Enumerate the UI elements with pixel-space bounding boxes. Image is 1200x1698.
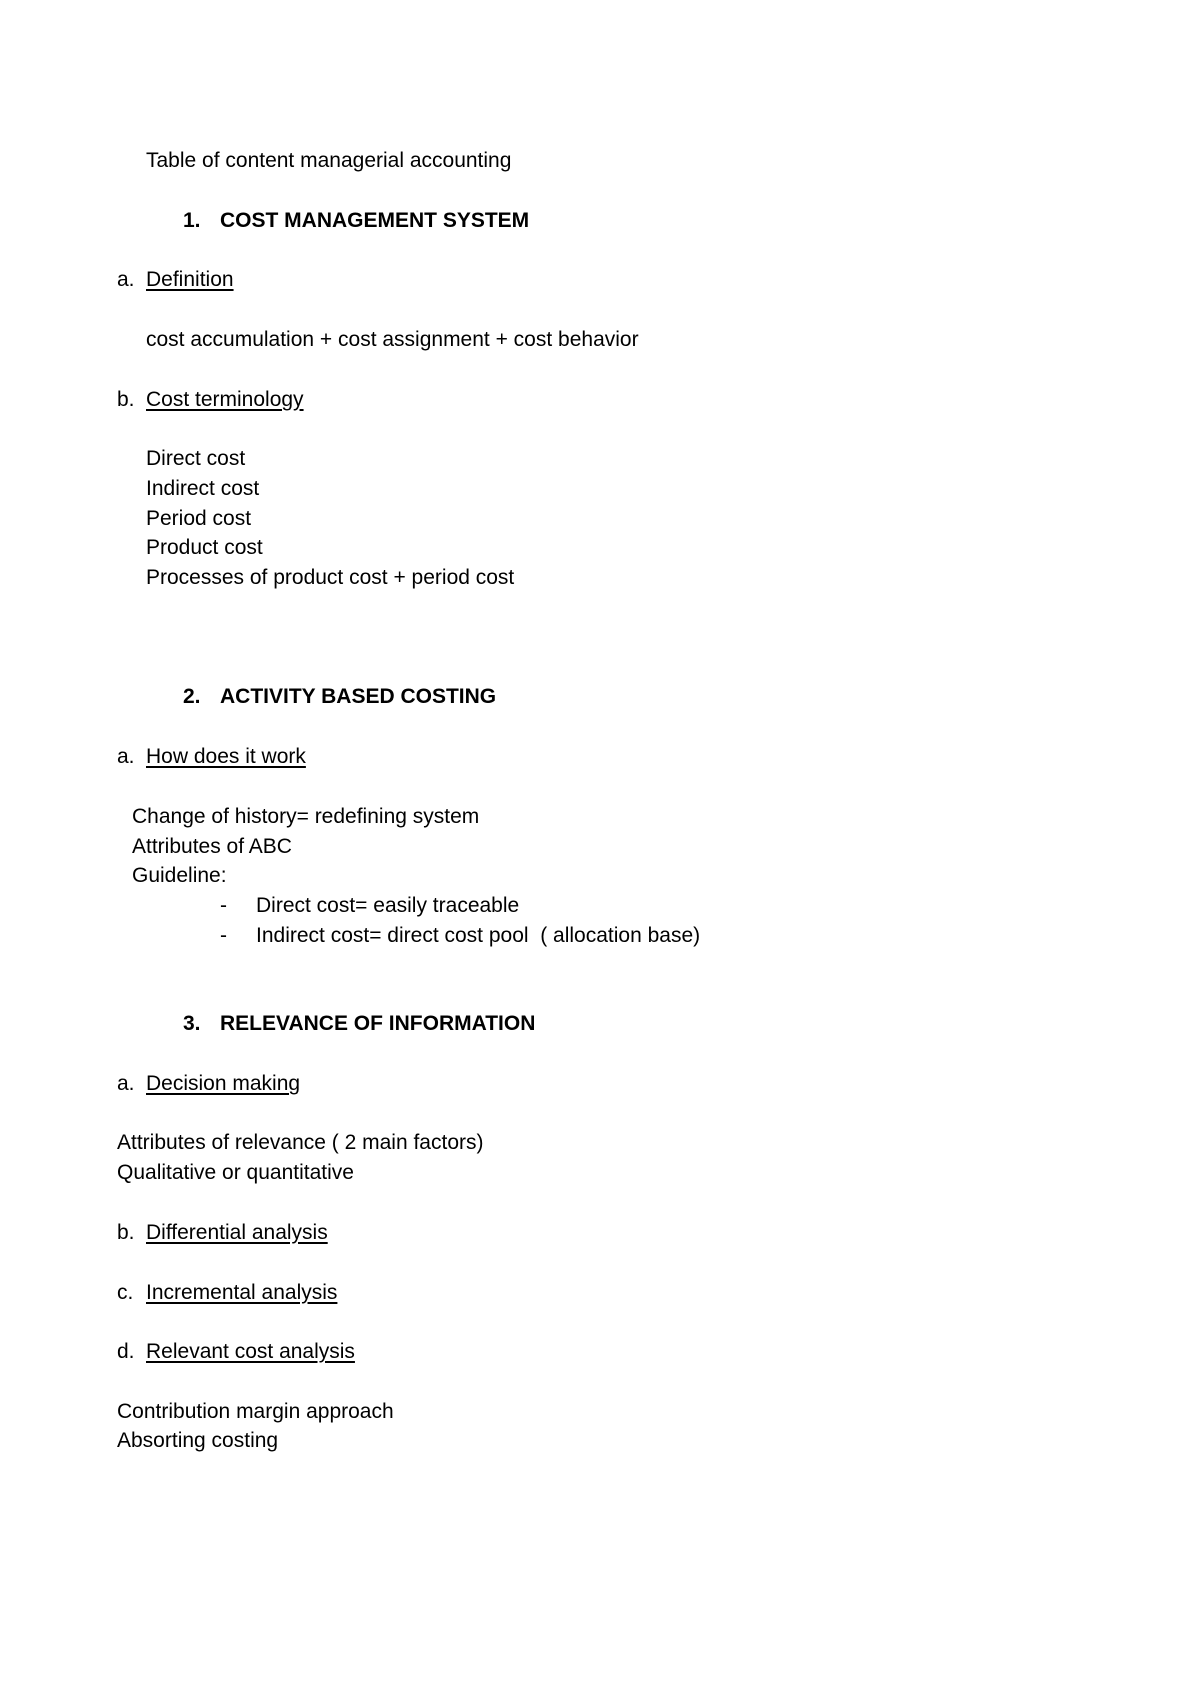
list-item: Guideline: <box>132 864 227 887</box>
subsection-3b-title: Differential analysis <box>146 1221 328 1244</box>
list-item: Qualitative or quantitative <box>117 1161 354 1184</box>
subsection-2a-marker: a. <box>117 745 135 768</box>
section-1-heading: COST MANAGEMENT SYSTEM <box>220 209 530 232</box>
list-item: Attributes of ABC <box>132 835 292 858</box>
section-1-number: 1. <box>183 209 201 232</box>
list-item: Absorting costing <box>117 1429 279 1452</box>
subsection-1a-title: Definition <box>146 268 234 291</box>
bullet-dash: - <box>220 924 227 947</box>
subsection-3a-marker: a. <box>117 1072 135 1095</box>
subsection-3a-title: Decision making <box>146 1072 301 1095</box>
subsection-2a-title: How does it work <box>146 745 306 768</box>
bullet-item: Direct cost= easily traceable <box>256 894 520 917</box>
definition-text: cost accumulation + cost assignment + cost behavior <box>146 328 639 351</box>
document-title: Table of content managerial accounting <box>146 149 512 172</box>
section-3-number: 3. <box>183 1012 201 1035</box>
subsection-1b-marker: b. <box>117 388 135 411</box>
section-3-heading: RELEVANCE OF INFORMATION <box>220 1012 536 1035</box>
list-item: Contribution margin approach <box>117 1400 394 1423</box>
section-2-heading: ACTIVITY BASED COSTING <box>220 685 497 708</box>
subsection-3c-marker: c. <box>117 1281 134 1304</box>
list-item: Indirect cost <box>146 477 260 500</box>
subsection-3b-marker: b. <box>117 1221 135 1244</box>
subsection-1b-title: Cost terminology <box>146 388 304 411</box>
list-item: Attributes of relevance ( 2 main factors) <box>117 1131 484 1154</box>
subsection-3d-title: Relevant cost analysis <box>146 1340 355 1363</box>
subsection-3d-marker: d. <box>117 1340 135 1363</box>
list-item: Change of history= redefining system <box>132 805 480 828</box>
list-item: Direct cost <box>146 447 246 470</box>
list-item: Processes of product cost + period cost <box>146 566 515 589</box>
bullet-dash: - <box>220 894 227 917</box>
bullet-item: Indirect cost= direct cost pool ( allocation base) <box>256 924 701 947</box>
list-item: Period cost <box>146 507 252 530</box>
subsection-3c-title: Incremental analysis <box>146 1281 338 1304</box>
section-2-number: 2. <box>183 685 201 708</box>
subsection-1a-marker: a. <box>117 268 135 291</box>
list-item: Product cost <box>146 536 263 559</box>
